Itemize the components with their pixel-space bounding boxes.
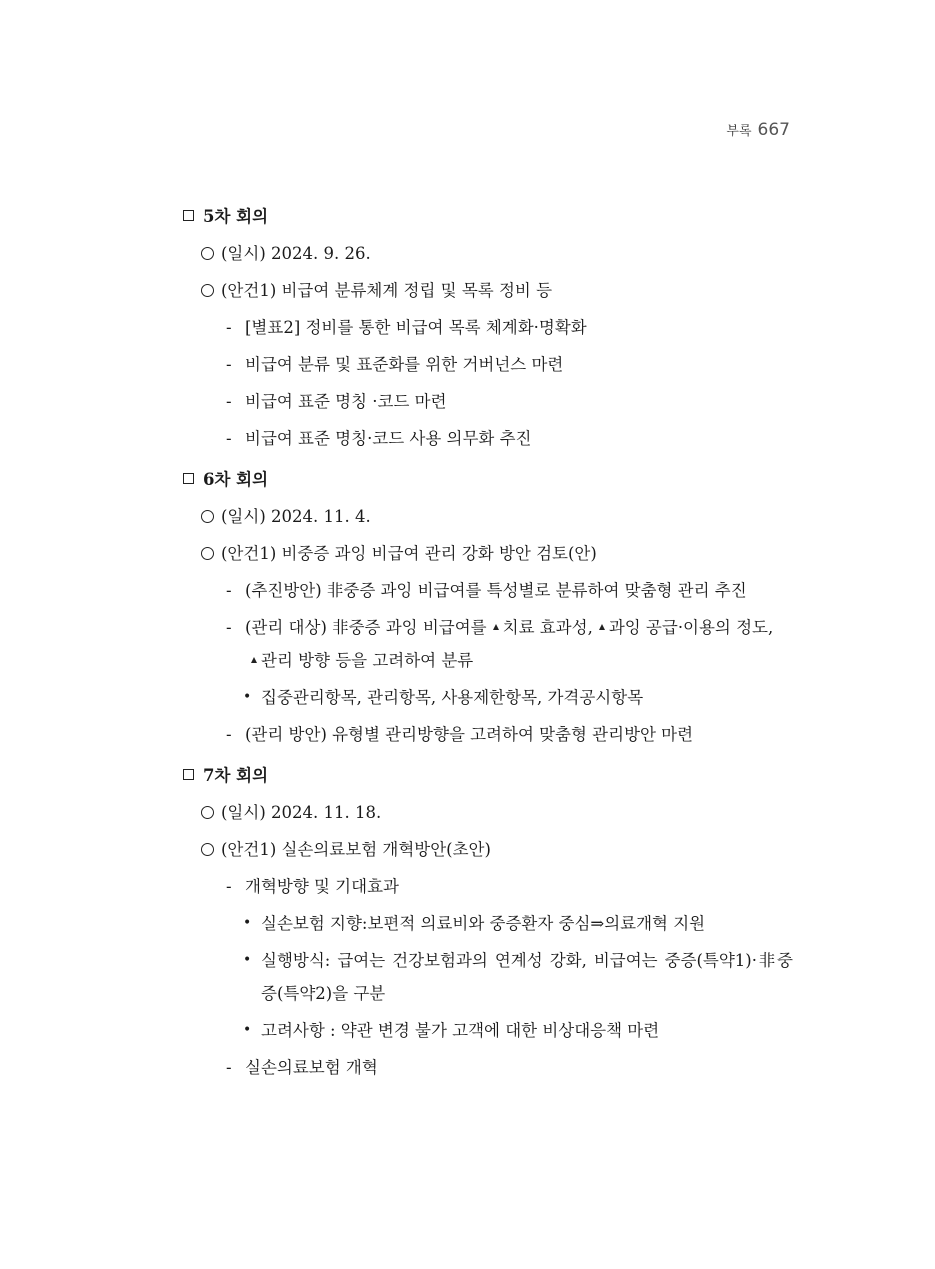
- circle-bullet-icon: [201, 284, 214, 297]
- page-number: 667: [757, 120, 790, 140]
- list-item: - [별표2] 정비를 통한 비급여 목록 체계화·명확화: [183, 309, 793, 346]
- list-item: • 집중관리항목, 관리항목, 사용제한항목, 가격공시항목: [183, 679, 793, 716]
- meeting-7-agenda: (안건1) 실손의료보험 개혁방안(초안): [183, 831, 793, 868]
- dash-marker: -: [226, 877, 232, 896]
- dot-marker: •: [243, 689, 252, 705]
- circle-bullet-icon: [201, 843, 214, 856]
- meeting-5-date: (일시) 2024. 9. 26.: [183, 235, 793, 272]
- dash-marker: -: [226, 1058, 232, 1077]
- circle-bullet-icon: [201, 806, 214, 819]
- list-item: - (추진방안) 非중증 과잉 비급여를 특성별로 분류하여 맞춤형 관리 추진: [183, 572, 793, 609]
- dot-marker: •: [243, 1022, 252, 1038]
- meeting-5-heading: 5차 회의: [183, 198, 793, 235]
- list-item: • 고려사항 : 약관 변경 불가 고객에 대한 비상대응책 마련: [183, 1012, 793, 1049]
- list-item: - 실손의료보험 개혁: [183, 1049, 793, 1086]
- list-item: • 실손보험 지향:보편적 의료비와 중증환자 중심⇒의료개혁 지원: [183, 905, 793, 942]
- dash-marker: -: [226, 618, 232, 637]
- triangle-icon: [599, 624, 605, 630]
- dash-marker: -: [226, 581, 232, 600]
- dash-marker: -: [226, 725, 232, 744]
- meeting-6-heading: 6차 회의: [183, 461, 793, 498]
- meeting-6-date: (일시) 2024. 11. 4.: [183, 498, 793, 535]
- list-item: - 비급여 표준 명칭·코드 사용 의무화 추진: [183, 420, 793, 457]
- section-label: 부록: [726, 124, 752, 139]
- circle-bullet-icon: [201, 247, 214, 260]
- square-bullet-icon: [183, 210, 194, 221]
- dash-marker: -: [226, 355, 232, 374]
- triangle-icon: [251, 657, 257, 663]
- dot-marker: •: [243, 915, 252, 931]
- circle-bullet-icon: [201, 510, 214, 523]
- circle-bullet-icon: [201, 547, 214, 560]
- list-item: - 비급여 표준 명칭 ·코드 마련: [183, 383, 793, 420]
- document-body: [183, 194, 793, 1086]
- dash-marker: -: [226, 429, 232, 448]
- meeting-7-date: (일시) 2024. 11. 18.: [183, 794, 793, 831]
- meeting-7-heading: 7차 회의: [183, 757, 793, 794]
- triangle-icon: [493, 624, 499, 630]
- list-item: • 실행방식: 급여는 건강보험과의 연계성 강화, 비급여는 중증(특약1)·非중증(특약2)을 구분: [183, 942, 793, 1012]
- dash-marker: -: [226, 318, 232, 337]
- dot-marker: •: [243, 952, 252, 968]
- list-item: - 개혁방향 및 기대효과: [183, 868, 793, 905]
- list-item: - 비급여 분류 및 표준화를 위한 거버넌스 마련: [183, 346, 793, 383]
- list-item: - (관리 방안) 유형별 관리방향을 고려하여 맞춤형 관리방안 마련: [183, 716, 793, 753]
- page-header: [726, 120, 790, 140]
- dash-marker: -: [226, 392, 232, 411]
- list-item: - (관리 대상) 非중증 과잉 비급여를 치료 효과성, 과잉 공급·이용의 정도, 관리 방향 등을 고려하여 분류: [183, 609, 793, 679]
- square-bullet-icon: [183, 769, 194, 780]
- square-bullet-icon: [183, 473, 194, 484]
- meeting-5-agenda: (안건1) 비급여 분류체계 정립 및 목록 정비 등: [183, 272, 793, 309]
- meeting-6-agenda: (안건1) 비중증 과잉 비급여 관리 강화 방안 검토(안): [183, 535, 793, 572]
